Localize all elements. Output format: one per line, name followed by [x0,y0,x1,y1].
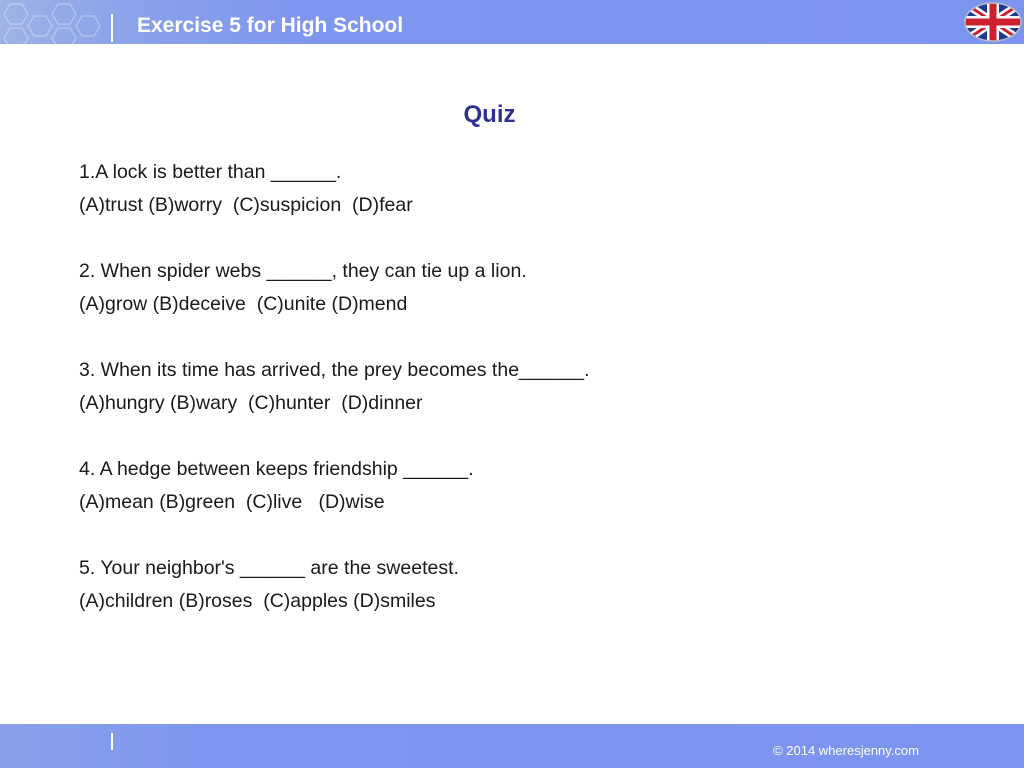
answer-options: (A)trust (B)worry (C)suspicion (D)fear [79,194,413,216]
footer-divider [111,733,113,750]
copyright-text: © 2014 wheresjenny.com [773,743,919,758]
question-item [79,255,959,321]
questions-list [79,156,959,651]
quiz-title: Quiz [463,101,516,128]
footer-bar [0,724,1024,768]
header-title: Exercise 5 for High School [137,14,404,37]
answer-options: (A)hungry (B)wary (C)hunter (D)dinner [79,392,423,414]
answer-options: (A)mean (B)green (C)live (D)wise [79,491,385,513]
question-item [79,552,959,618]
question-text: 3. When its time has arrived, the prey becomes the______. [79,359,590,381]
uk-flag-icon [963,2,1023,42]
answer-options: (A)children (B)roses (C)apples (D)smiles [79,590,436,612]
question-item [79,354,959,420]
question-text: 5. Your neighbor's ______ are the sweetest. [79,557,459,579]
header-divider [111,14,113,42]
question-item [79,156,959,222]
answer-options: (A)grow (B)deceive (C)unite (D)mend [79,293,408,315]
question-text: 1.A lock is better than ______. [79,161,342,183]
question-item [79,453,959,519]
header-bar [0,0,1024,44]
question-text: 4. A hedge between keeps friendship ______. [79,458,474,480]
question-text: 2. When spider webs ______, they can tie up a lion. [79,260,527,282]
